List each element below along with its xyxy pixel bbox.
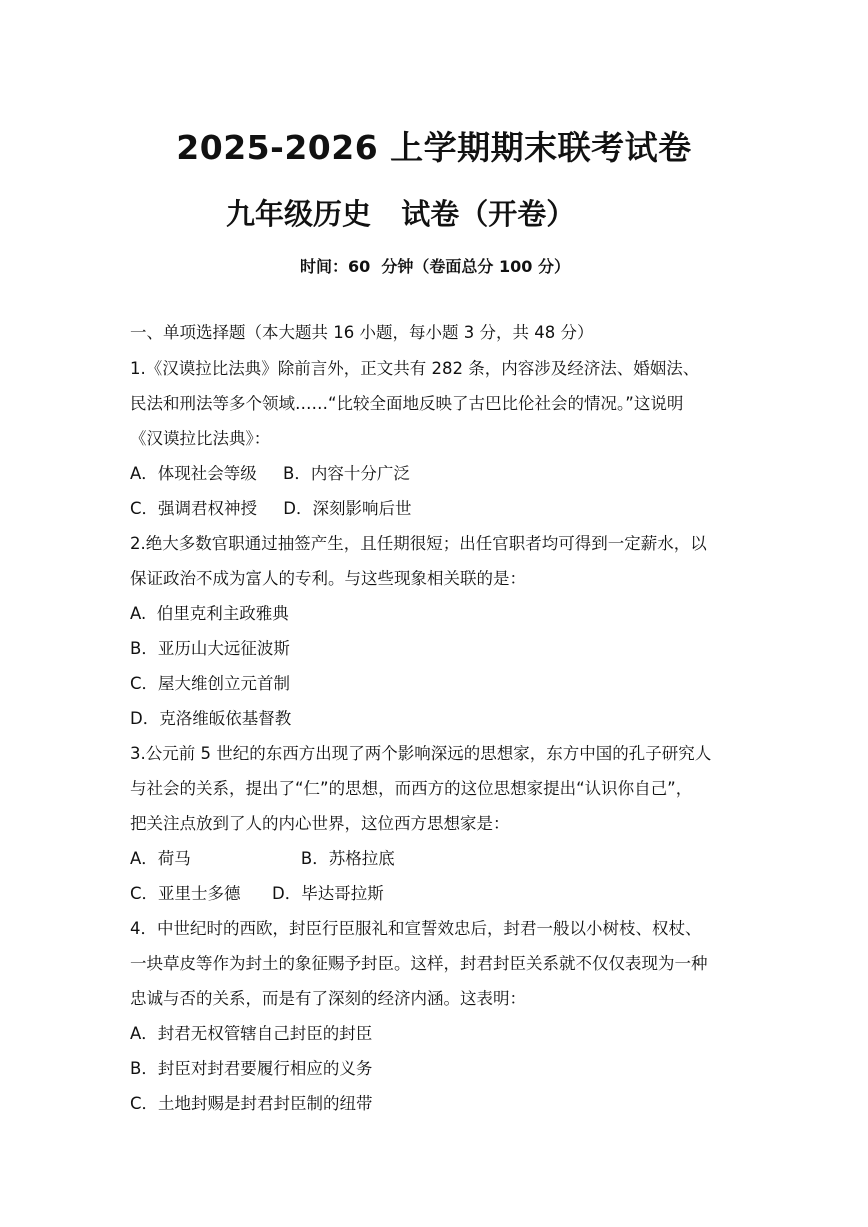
question-2-option-d: D．克洛维皈依基督教 [130, 709, 292, 728]
question-4-stem-line-3: 忠诚与否的关系，而是有了深刻的经济内涵。这表明： [130, 989, 526, 1008]
question-2-stem-line-2: 保证政治不成为富人的专利。与这些现象相关联的是： [130, 569, 526, 588]
question-2-option-c: C．屋大维创立元首制 [130, 674, 291, 693]
question-1-stem-line-1: 1.《汉谟拉比法典》除前言外，正文共有 282 条，内容涉及经济法、婚姻法、 [130, 359, 700, 378]
question-2-option-b: B．亚历山大远征波斯 [130, 639, 290, 658]
question-2-stem-line-1: 2.绝大多数官职通过抽签产生，且任期很短；出任官职者均可得到一定薪水，以 [130, 534, 707, 553]
question-1-option-row-2: C．强调君权神授 D．深刻影响后世 [130, 499, 412, 518]
question-4-stem-line-1: 4．中世纪时的西欧，封臣行臣服礼和宣誓效忠后，封君一般以小树枝、权杖、 [130, 919, 702, 938]
question-4-option-b: B．封臣对封君要履行相应的义务 [130, 1059, 373, 1078]
question-1-stem-line-2: 民法和刑法等多个领域……“比较全面地反映了古巴比伦社会的情况。”这说明 [130, 394, 684, 413]
question-1-option-row-1: A．体现社会等级 B．内容十分广泛 [130, 464, 410, 483]
question-4-option-c: C．土地封赐是封君封臣制的纽带 [130, 1094, 373, 1113]
exam-title: 2025-2026 上学期期末联考试卷 [176, 128, 692, 167]
question-3-option-row-2: C．亚里士多德 D．毕达哥拉斯 [130, 884, 384, 903]
section-heading: 一、单项选择题（本大题共 16 小题，每小题 3 分，共 48 分） [130, 323, 594, 342]
question-3-option-row-1: A．荷马 B．苏格拉底 [130, 849, 395, 868]
exam-subtitle: 九年级历史 试卷（开卷） [226, 197, 576, 231]
question-4-option-a: A．封君无权管辖自己封臣的封臣 [130, 1024, 373, 1043]
question-2-option-a: A. 伯里克利主政雅典 [130, 604, 289, 623]
exam-time-info: 时间：60 分钟（卷面总分 100 分） [300, 257, 570, 276]
question-3-stem-line-3: 把关注点放到了人的内心世界，这位西方思想家是： [130, 814, 510, 833]
question-3-stem-line-1: 3.公元前 5 世纪的东西方出现了两个影响深远的思想家，东方中国的孔子研究人 [130, 744, 712, 763]
question-3-stem-line-2: 与社会的关系，提出了“仁”的思想，而西方的这位思想家提出“认识你自己”， [130, 779, 693, 798]
question-4-stem-line-2: 一块草皮等作为封土的象征赐予封臣。这样，封君封臣关系就不仅仅表现为一种 [130, 954, 708, 973]
question-1-stem-line-3: 《汉谟拉比法典》： [130, 429, 271, 448]
